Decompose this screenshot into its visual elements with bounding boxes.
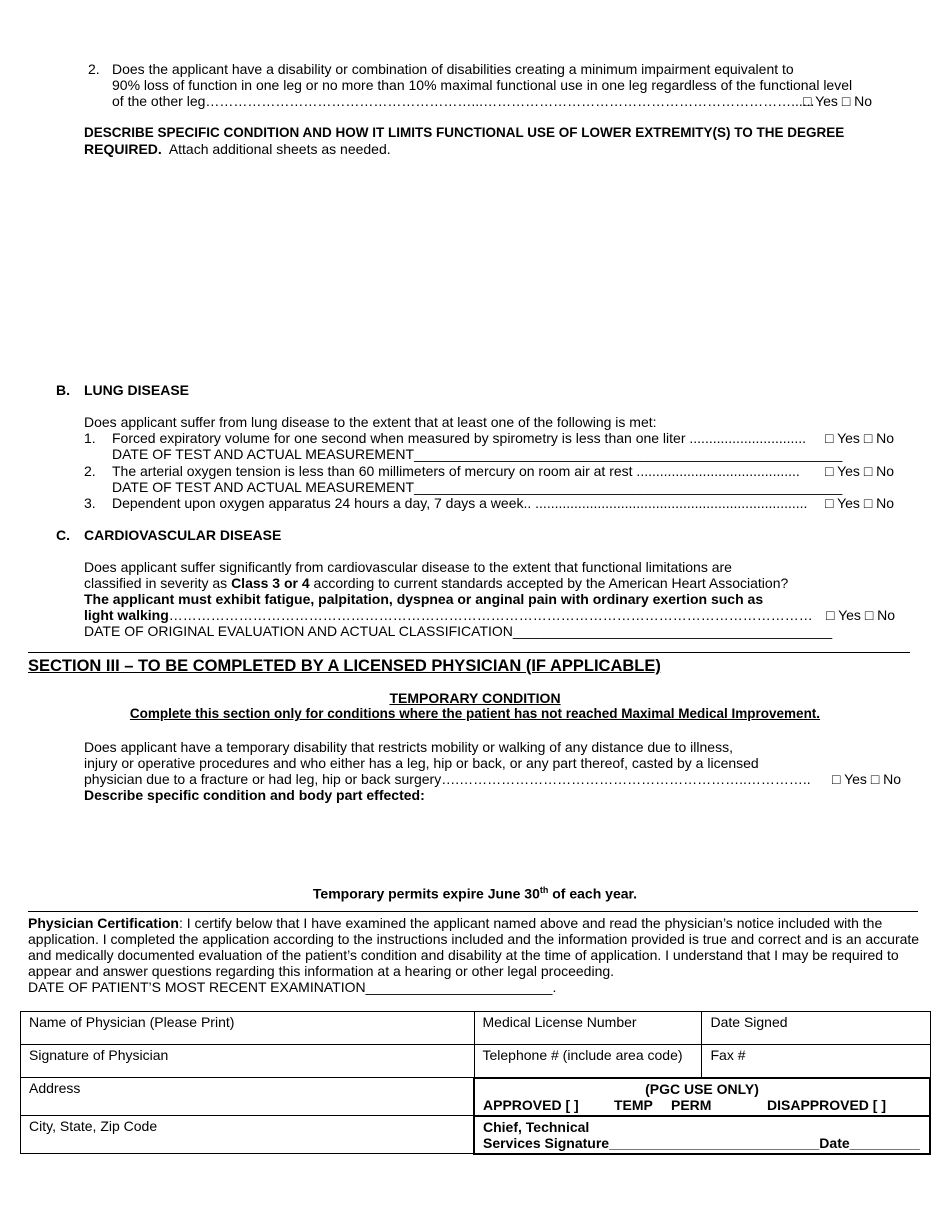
cardio-requirement-end: light walking (84, 607, 169, 623)
certification-line: appear and answer questions regarding this information at a hearing or other legal proceeding. (28, 963, 615, 979)
describe-condition-label: Describe specific condition and body part effected: (84, 787, 425, 803)
section-title: SECTION III – TO BE COMPLETED BY A LICENSED PHYSICIAN (IF APPLICABLE) (28, 657, 661, 675)
describe-note: Attach additional sheets as needed. (168, 141, 391, 157)
certification-line: application. I completed the application according to the instructions included and the information provided is true and correct and is an accurate (28, 931, 920, 947)
temporary-question-line: injury or operative procedures and who either has a leg, hip or back, or any part thereof, casted by a licensed (84, 755, 759, 771)
expiry-sup: th (539, 885, 549, 895)
temp-option[interactable]: TEMP (614, 1096, 653, 1113)
approved-checkbox[interactable]: APPROVED [ ] (483, 1096, 579, 1113)
list-number: 2. (84, 463, 96, 479)
lung-item-text: Dependent upon oxygen apparatus 24 hours a day, 7 days a week.. ...................................................................... (112, 495, 808, 511)
chief-signature-row (483, 1135, 921, 1151)
license-number-field[interactable]: Medical License Number (474, 1012, 702, 1045)
cardio-text: according to current standards accepted by the American Heart Association? (309, 575, 789, 591)
cardio-heading: CARDIOVASCULAR DISEASE (84, 527, 282, 543)
address-field[interactable]: Address (21, 1078, 475, 1116)
pgc-use-only (474, 1078, 930, 1116)
exam-date-field[interactable]: DATE OF PATIENT’S MOST RECENT EXAMINATION________________________. (28, 979, 557, 995)
disapproved-checkbox[interactable]: DISAPPROVED [ ] (767, 1096, 887, 1113)
divider (28, 652, 910, 653)
certification-line: and medically documented evaluation of the patient’s condition and disability at the time of application. I understand that I may be required to (28, 947, 899, 963)
chief-signature-cell (474, 1116, 930, 1154)
question-text-line: Does the applicant have a disability or combination of disabilities creating a minimum impairment equivalent to (112, 61, 794, 77)
expiry-notice (0, 882, 950, 902)
yes-no-checkboxes[interactable]: □ Yes □ No (826, 607, 896, 623)
cardio-text: classified in severity as (84, 575, 232, 591)
chief-date-line[interactable]: _________ (849, 1134, 920, 1151)
temporary-instruction: Complete this section only for conditions where the patient has not reached Maximal Medical Improvement. (129, 706, 821, 721)
lung-intro: Does applicant suffer from lung disease to the extent that at least one of the following is met: (84, 414, 657, 430)
certification-text: : I certify below that I have examined the applicant named above and read the physician’s notice included with the (178, 915, 883, 931)
section-letter: B. (56, 382, 70, 398)
yes-no-checkboxes[interactable]: □ Yes □ No (825, 495, 895, 511)
fax-field[interactable]: Fax # (702, 1045, 930, 1078)
date-field[interactable]: DATE OF ORIGINAL EVALUATION AND ACTUAL CLASSIFICATION_________________________________________ (84, 623, 833, 639)
describe-subheading (84, 141, 391, 157)
pgc-title: (PGC USE ONLY) (645, 1080, 759, 1097)
yes-no-checkboxes[interactable]: □ Yes □ No (803, 93, 873, 109)
describe-required: REQUIRED. (84, 141, 162, 157)
temporary-question-line: physician due to a fracture or had leg, hip or back surgery….……………………………………………………..………….. (84, 771, 811, 787)
list-number: 1. (84, 430, 96, 446)
physician-info-table (20, 1011, 931, 1155)
temporary-condition-heading: TEMPORARY CONDITION (389, 690, 561, 706)
yes-no-checkboxes[interactable]: □ Yes □ No (825, 463, 895, 479)
question-text-line: of the other leg…………………………………………………...…………………………………………………………...... (112, 93, 815, 109)
divider (28, 911, 918, 912)
city-state-zip-field[interactable]: City, State, Zip Code (21, 1116, 475, 1154)
certification-label: Physician Certification (28, 915, 179, 931)
chief-label: Chief, Technical (483, 1118, 590, 1135)
describe-heading: DESCRIBE SPECIFIC CONDITION AND HOW IT LIMITS FUNCTIONAL USE OF LOWER EXTREMITY(S) TO THE DEGREE (84, 125, 845, 140)
lung-item-text: The arterial oxygen tension is less than 60 millimeters of mercury on room air at rest .......................................... (112, 463, 800, 479)
cardio-text-line: Does applicant suffer significantly from cardiovascular disease to the extent that functional limitations are (84, 559, 732, 575)
certification-line (28, 915, 882, 931)
cardio-requirement: The applicant must exhibit fatigue, palpitation, dyspnea or anginal pain with ordinary exertion such as (84, 591, 764, 607)
telephone-field[interactable]: Telephone # (include area code) (474, 1045, 702, 1078)
question-number: 2. (88, 61, 100, 77)
pgc-status-row (483, 1097, 921, 1113)
yes-no-checkboxes[interactable]: □ Yes □ No (825, 430, 895, 446)
expiry-text: of each year. (548, 885, 638, 902)
temporary-question-line: Does applicant have a temporary disability that restricts mobility or walking of any distance due to illness, (84, 739, 733, 755)
section-letter: C. (56, 527, 70, 543)
physician-name-field[interactable]: Name of Physician (Please Print) (21, 1012, 475, 1045)
lung-item-text: Forced expiratory volume for one second when measured by spirometry is less than one liter .............................. (112, 430, 807, 446)
dot-leader: ………………………………………………………………………………………………………………………… (168, 607, 813, 623)
lung-heading: LUNG DISEASE (84, 382, 190, 398)
chief-signature-label: Services Signature (483, 1134, 610, 1151)
date-field[interactable]: DATE OF TEST AND ACTUAL MEASUREMENT_______________________________________________________ (112, 446, 843, 462)
cardio-text-line (84, 575, 788, 591)
date-signed-field[interactable]: Date Signed (702, 1012, 930, 1045)
chief-date-label: Date (819, 1134, 850, 1151)
cardio-text-line (84, 607, 826, 623)
perm-option[interactable]: PERM (671, 1096, 712, 1113)
physician-signature-field[interactable]: Signature of Physician (21, 1045, 475, 1078)
expiry-text: Temporary permits expire June 30 (312, 885, 540, 902)
date-field[interactable]: DATE OF TEST AND ACTUAL MEASUREMENT_______________________________________________________ (112, 479, 843, 495)
list-number: 3. (84, 495, 96, 511)
chief-signature-line[interactable]: ___________________________ (609, 1134, 820, 1151)
yes-no-checkboxes[interactable]: □ Yes □ No (832, 771, 902, 787)
question-text-line: 90% loss of function in one leg or no more than 10% maximal functional use in one leg regardless of the functional level (112, 77, 853, 93)
cardio-class: Class 3 or 4 (231, 575, 310, 591)
